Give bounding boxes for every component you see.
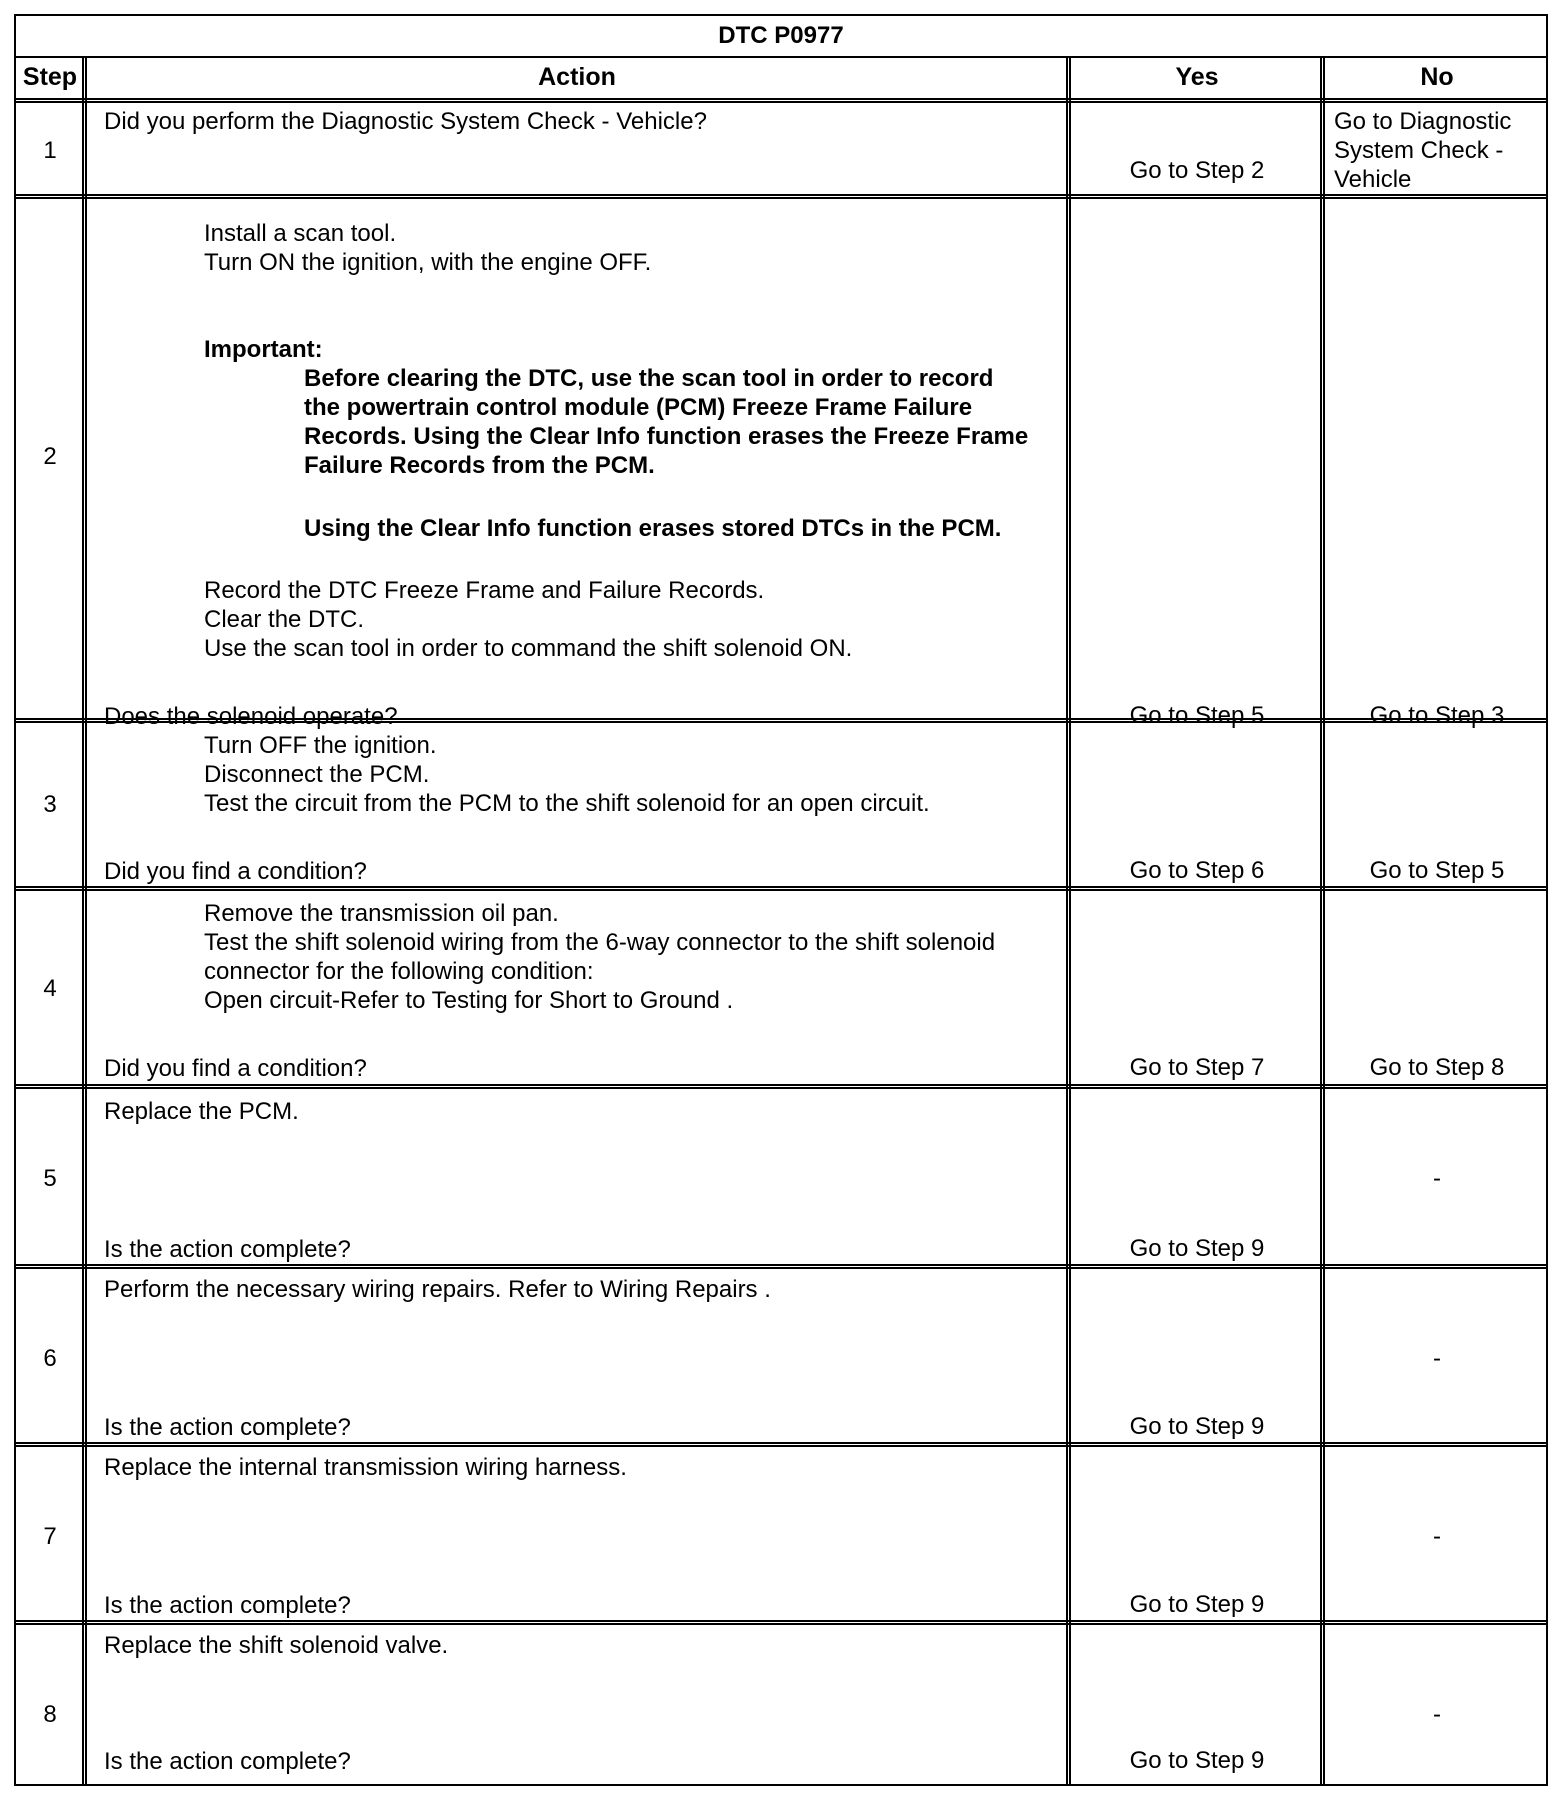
table-row (16, 1447, 1546, 1625)
step-number: 2 (43, 443, 57, 470)
step-question: Is the action complete? (104, 1748, 351, 1775)
action-line: Use the scan tool in order to command the shift solenoid ON. (204, 635, 853, 662)
action-line: Replace the internal transmission wiring harness. (104, 1454, 627, 1481)
step-question: Is the action complete? (104, 1592, 351, 1619)
diagnostic-table (14, 14, 1548, 1786)
step-question: Did you find a condition? (104, 1055, 367, 1082)
yes-link[interactable]: Go to Step 2 (1129, 157, 1265, 184)
step-number: 7 (43, 1523, 57, 1550)
header-yes: Yes (1175, 63, 1219, 91)
table-row (16, 1089, 1546, 1269)
header-no: No (1420, 63, 1454, 91)
step-question: Did you perform the Diagnostic System Check - Vehicle? (104, 108, 707, 135)
yes-link[interactable]: Go to Step 5 (1129, 702, 1265, 729)
no-link[interactable]: Go to Step 8 (1369, 1054, 1505, 1081)
table-row (16, 103, 1546, 199)
action-line: Remove the transmission oil pan. (204, 900, 559, 927)
no-text-line: Vehicle (1334, 166, 1412, 193)
action-line: Perform the necessary wiring repairs. Refer to Wiring Repairs . (104, 1276, 771, 1303)
yes-link[interactable]: Go to Step 6 (1129, 857, 1265, 884)
action-line: Disconnect the PCM. (204, 761, 430, 788)
action-line: connector for the following condition: (204, 958, 594, 985)
table-row (16, 723, 1546, 891)
important-line: Records. Using the Clear Info function erases the Freeze Frame (304, 423, 1029, 450)
step-number: 4 (43, 975, 57, 1002)
table-row (16, 891, 1546, 1089)
no-value: - (1433, 1701, 1441, 1728)
header-action: Action (538, 63, 616, 91)
yes-link[interactable]: Go to Step 9 (1129, 1747, 1265, 1774)
important-line: Before clearing the DTC, use the scan tool in order to record (304, 365, 994, 392)
action-line: Replace the PCM. (104, 1098, 299, 1125)
no-link[interactable] (1334, 107, 1554, 194)
step-question: Did you find a condition? (104, 858, 367, 885)
step-number: 6 (43, 1345, 57, 1372)
yes-link[interactable]: Go to Step 9 (1129, 1591, 1265, 1618)
yes-link[interactable]: Go to Step 7 (1129, 1054, 1265, 1081)
step-question: Is the action complete? (104, 1236, 351, 1263)
column-header-row (16, 56, 1546, 103)
yes-link[interactable]: Go to Step 9 (1129, 1235, 1265, 1262)
no-value: - (1433, 1165, 1441, 1192)
action-line: Replace the shift solenoid valve. (104, 1632, 449, 1659)
no-value: - (1433, 1523, 1441, 1550)
no-text-line: Go to Diagnostic (1334, 108, 1512, 135)
action-line: Record the DTC Freeze Frame and Failure Records. (204, 577, 765, 604)
no-value: - (1433, 1345, 1441, 1372)
important-note: Using the Clear Info function erases stored DTCs in the PCM. (304, 515, 1002, 542)
table-row (16, 199, 1546, 730)
yes-link[interactable]: Go to Step 9 (1129, 1413, 1265, 1440)
action-line: Test the shift solenoid wiring from the 6-way connector to the shift solenoid (204, 929, 996, 956)
action-line: Turn ON the ignition, with the engine OFF. (204, 249, 652, 276)
step-question: Does the solenoid operate? (104, 703, 398, 730)
step-number: 3 (43, 791, 57, 818)
step-question: Is the action complete? (104, 1414, 351, 1441)
no-link[interactable]: Go to Step 3 (1369, 702, 1505, 729)
table-row (16, 1269, 1546, 1447)
action-line: Turn OFF the ignition. (204, 732, 437, 759)
important-line: the powertrain control module (PCM) Freeze Frame Failure (304, 394, 973, 421)
no-link[interactable]: Go to Step 5 (1369, 857, 1505, 884)
step-number: 8 (43, 1701, 57, 1728)
header-step: Step (22, 63, 78, 91)
table-title: DTC P0977 (16, 16, 1546, 58)
action-line: Clear the DTC. (204, 606, 365, 633)
important-line: Failure Records from the PCM. (304, 452, 655, 479)
step-number: 5 (43, 1165, 57, 1192)
important-label: Important: (204, 336, 323, 363)
action-line: Test the circuit from the PCM to the shift solenoid for an open circuit. (204, 790, 930, 817)
step-number: 1 (43, 137, 57, 164)
action-line: Open circuit-Refer to Testing for Short to Ground . (204, 987, 734, 1014)
table-row (16, 1625, 1546, 1784)
no-text-line: System Check - (1334, 137, 1504, 164)
action-line: Install a scan tool. (204, 220, 397, 247)
